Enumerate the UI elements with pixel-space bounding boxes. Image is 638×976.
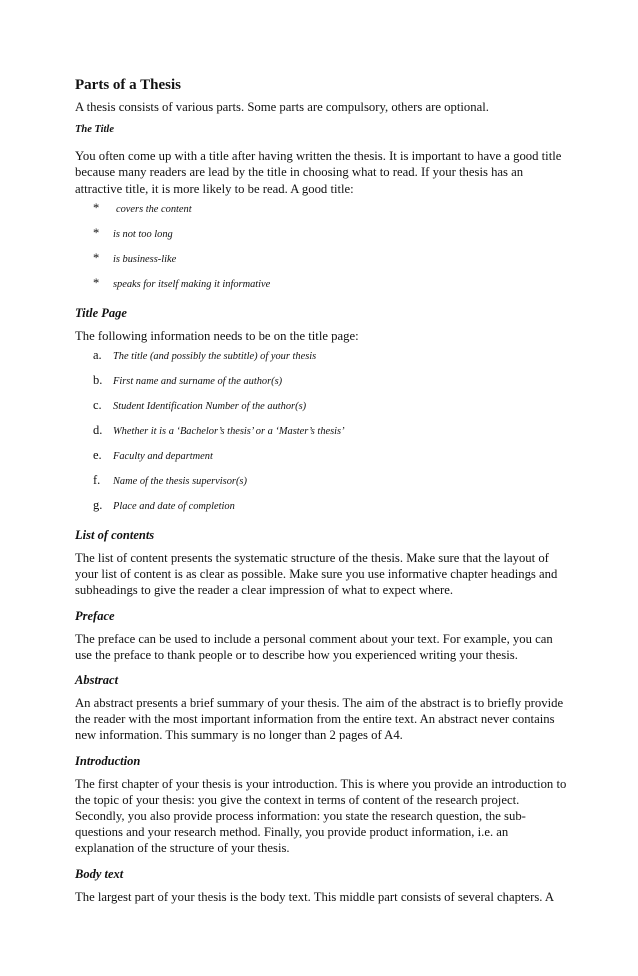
- heading-list-of-contents: List of contents: [75, 528, 155, 543]
- paragraph-line: questions and your research method. Finally, you provide product information, i.e. an: [75, 825, 509, 840]
- abstract-paragraph: [75, 695, 575, 744]
- list-item: [75, 201, 575, 226]
- list-item-marker: g.: [93, 498, 103, 513]
- list-item-marker: b.: [93, 373, 103, 388]
- paragraph-line: because many readers are lead by the title in choosing what to read. If your thesis has an: [75, 165, 524, 180]
- list-item-text: is business-like: [113, 253, 177, 265]
- intro-line: A thesis consists of various parts. Some parts are compulsory, others are optional.: [75, 100, 489, 114]
- list-item: [75, 498, 575, 523]
- paragraph-line: use the preface to thank people or to describe how you experienced writing your thesis.: [75, 647, 518, 662]
- list-item: [75, 373, 575, 398]
- title-page-list: [75, 348, 575, 523]
- paragraph-line: The following information needs to be on the title page:: [75, 328, 359, 343]
- document-content: [75, 76, 575, 905]
- paragraph-line: explanation of the structure of your thesis.: [75, 841, 290, 856]
- paragraph-line: your list of content is as clear as possible. Make sure you use informative chapter headings and: [75, 567, 558, 582]
- list-item: [75, 251, 575, 276]
- heading-body-text: Body text: [75, 866, 124, 881]
- paragraph-line: The list of content presents the systematic structure of the thesis. Make sure that the layout of: [75, 551, 549, 566]
- bullet-marker: *: [93, 250, 100, 265]
- list-item-text: covers the content: [116, 203, 192, 215]
- list-item-marker: a.: [93, 348, 102, 363]
- heading-abstract: Abstract: [75, 673, 119, 688]
- list-item-marker: c.: [93, 398, 102, 413]
- preface-paragraph: [75, 631, 575, 663]
- paragraph-line: The preface can be used to include a personal comment about your text. For example, you can: [75, 631, 553, 646]
- paragraph-line: attractive title, it is more likely to be read. A good title:: [75, 181, 354, 196]
- list-item: [75, 226, 575, 251]
- list-item: [75, 276, 575, 301]
- paragraph-line: the topic of your thesis: you give the context in terms of content of the research project.: [75, 792, 520, 807]
- list-item: [75, 398, 575, 423]
- bullet-marker: *: [93, 200, 100, 215]
- list-item-marker: d.: [93, 423, 103, 438]
- paragraph-line: subheadings to give the reader a clear impression of what to expect where.: [75, 583, 454, 598]
- list-item-text: Whether it is a ‘Bachelor’s thesis’ or a ‘Master’s thesis’: [113, 426, 345, 438]
- paragraph-line: The largest part of your thesis is the body text. This middle part consists of several chapters. A: [75, 889, 555, 904]
- list-item-text: First name and surname of the author(s): [113, 376, 283, 388]
- paragraph-line: You often come up with a title after having written the thesis. It is important to have a good title: [75, 149, 562, 164]
- heading-the-title: The Title: [75, 124, 114, 136]
- intro-paragraph: [75, 99, 575, 115]
- list-item-marker: e.: [93, 448, 102, 463]
- paragraph-line: new information. This summary is no longer than 2 pages of A4.: [75, 728, 403, 743]
- heading-introduction: Introduction: [75, 753, 141, 768]
- heading-preface: Preface: [75, 608, 115, 623]
- list-item-text: speaks for itself making it informative: [113, 278, 271, 290]
- bullet-marker: *: [93, 225, 100, 240]
- paragraph-line: Secondly, you also provide process information: you state the research question, the sub-: [75, 809, 526, 824]
- document-title: Parts of a Thesis: [75, 77, 181, 93]
- list-item-text: The title (and possibly the subtitle) of your thesis: [113, 351, 317, 363]
- list-item: [75, 473, 575, 498]
- paragraph-line: An abstract presents a brief summary of your thesis. The aim of the abstract is to briefly provide: [75, 696, 564, 711]
- heading-title-page: Title Page: [75, 305, 127, 320]
- paragraph-line: the reader with the most important information from the entire text. An abstract never contains: [75, 712, 555, 727]
- list-item-text: Place and date of completion: [113, 501, 235, 513]
- list-item-text: is not too long: [113, 228, 173, 240]
- list-item: [75, 448, 575, 473]
- list-of-contents-paragraph: [75, 550, 575, 599]
- title-page-paragraph: [75, 328, 575, 344]
- body-text-paragraph: [75, 889, 575, 905]
- list-item-marker: f.: [93, 473, 101, 488]
- list-item-text: Faculty and department: [113, 451, 213, 463]
- list-item-text: Student Identification Number of the author(s): [113, 401, 307, 413]
- list-item: [75, 423, 575, 448]
- the-title-paragraph: [75, 148, 575, 197]
- title-criteria-list: [75, 201, 575, 301]
- list-item: [75, 348, 575, 373]
- introduction-paragraph: [75, 776, 575, 857]
- list-item-text: Name of the thesis supervisor(s): [113, 476, 247, 488]
- paragraph-line: The first chapter of your thesis is your introduction. This is where you provide an introduction to: [75, 776, 567, 791]
- bullet-marker: *: [93, 275, 100, 290]
